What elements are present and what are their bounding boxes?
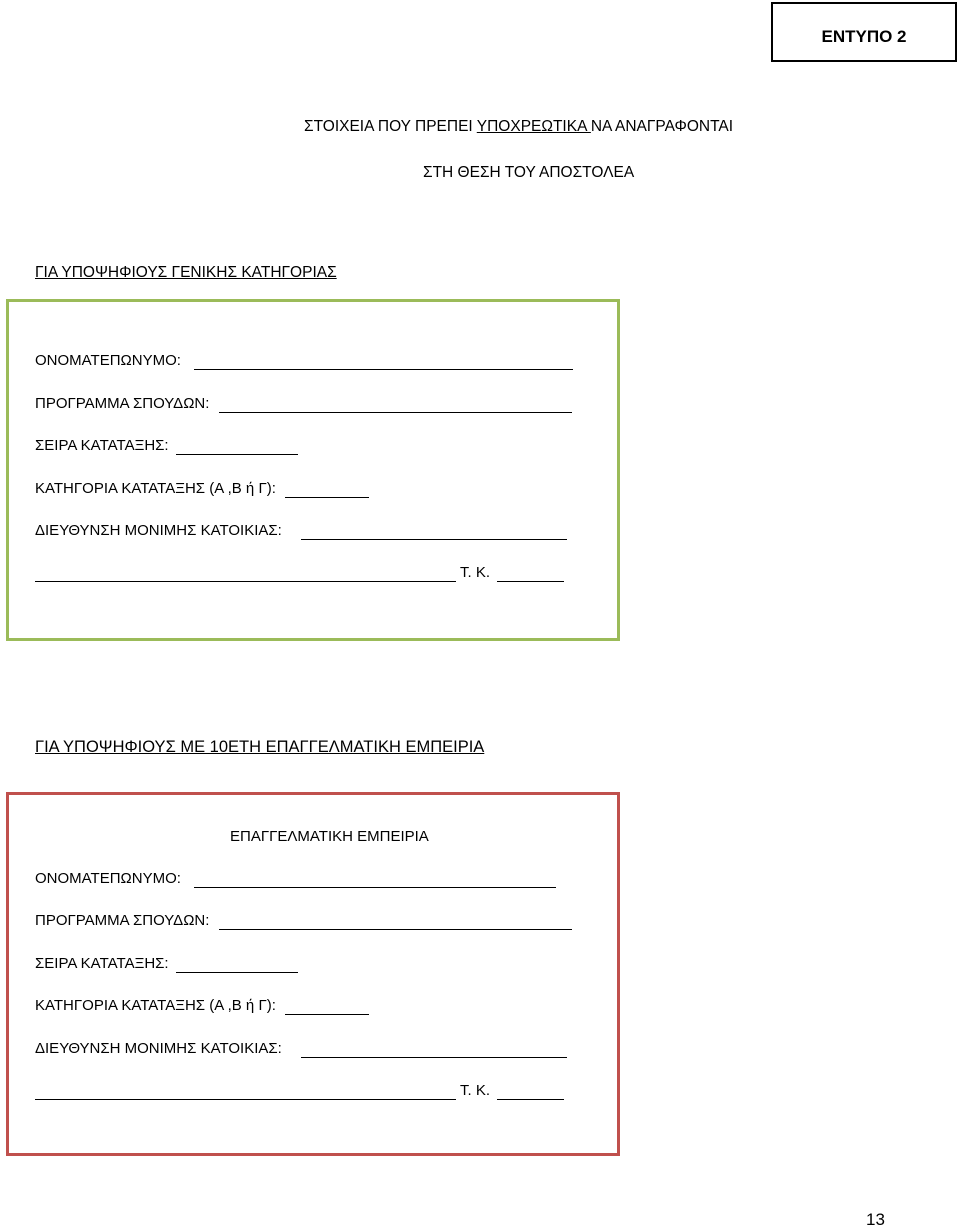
general-address-continuation-blank[interactable] bbox=[35, 581, 456, 582]
general-address-label: ΔΙΕΥΘΥΝΣΗ ΜΟΝΙΜΗΣ ΚΑΤΟΙΚΙΑΣ: bbox=[35, 522, 282, 539]
form-tag-label: ΕΝΤΥΠΟ 2 bbox=[821, 27, 907, 46]
general-program-label: ΠΡΟΓΡΑΜΜΑ ΣΠΟΥΔΩΝ: bbox=[35, 395, 210, 412]
general-category-label: ΚΑΤΗΓΟΡΙΑ ΚΑΤΑΤΑΞΗΣ (Α ,Β ή Γ): bbox=[35, 480, 276, 497]
form-tag-box bbox=[771, 2, 957, 62]
experience-address-box bbox=[6, 792, 620, 1156]
experience-postal-blank[interactable] bbox=[497, 1099, 564, 1100]
experience-address-continuation-blank[interactable] bbox=[35, 1099, 456, 1100]
general-program-blank[interactable] bbox=[219, 412, 572, 413]
experience-category-label: ΚΑΤΗΓΟΡΙΑ ΚΑΤΑΤΑΞΗΣ (Α ,Β ή Γ): bbox=[35, 997, 276, 1014]
general-name-blank[interactable] bbox=[194, 369, 573, 370]
header-line-1-start: ΣΤΟΙΧΕΙΑ ΠΟΥ ΠΡΕΠΕΙ bbox=[304, 118, 477, 135]
experience-postal-label: Τ. Κ. bbox=[460, 1082, 491, 1099]
experience-box-heading: ΕΠΑΓΓΕΛΜΑΤΙΚΗ ΕΜΠΕΙΡΙΑ bbox=[230, 828, 429, 845]
experience-name-blank[interactable] bbox=[194, 887, 556, 888]
general-address-blank[interactable] bbox=[301, 539, 567, 540]
header-line-2: ΣΤΗ ΘΕΣΗ ΤΟΥ ΑΠΟΣΤΟΛΕΑ bbox=[423, 164, 635, 181]
general-rank-blank[interactable] bbox=[176, 454, 298, 455]
experience-name-label: ΟΝΟΜΑΤΕΠΩΝΥΜΟ: bbox=[35, 870, 181, 887]
experience-rank-blank[interactable] bbox=[176, 972, 298, 973]
page-number: 13 bbox=[866, 1210, 885, 1229]
header-line-1 bbox=[304, 118, 733, 136]
experience-program-blank[interactable] bbox=[219, 929, 572, 930]
general-address-box bbox=[6, 299, 620, 641]
experience-address-label: ΔΙΕΥΘΥΝΣΗ ΜΟΝΙΜΗΣ ΚΑΤΟΙΚΙΑΣ: bbox=[35, 1040, 282, 1057]
experience-section-title: ΓΙΑ ΥΠΟΨΗΦΙΟΥΣ ΜΕ 10ΕΤΗ ΕΠΑΓΓΕΛΜΑΤΙΚΗ ΕΜΠΕΙΡΙΑ bbox=[35, 738, 485, 756]
experience-address-blank[interactable] bbox=[301, 1057, 567, 1058]
header-line-1-end: ΝΑ ΑΝΑΓΡΑΦΟΝΤΑΙ bbox=[590, 118, 734, 135]
general-postal-label: Τ. Κ. bbox=[460, 564, 491, 581]
experience-program-label: ΠΡΟΓΡΑΜΜΑ ΣΠΟΥΔΩΝ: bbox=[35, 912, 210, 929]
general-postal-blank[interactable] bbox=[497, 581, 564, 582]
general-section-title: ΓΙΑ ΥΠΟΨΗΦΙΟΥΣ ΓΕΝΙΚΗΣ ΚΑΤΗΓΟΡΙΑΣ bbox=[35, 264, 337, 281]
experience-rank-label: ΣΕΙΡΑ ΚΑΤΑΤΑΞΗΣ: bbox=[35, 955, 169, 972]
general-category-blank[interactable] bbox=[285, 497, 369, 498]
experience-category-blank[interactable] bbox=[285, 1014, 369, 1015]
header-line-1-emphasis: ΥΠΟΧΡΕΩΤΙΚΑ bbox=[476, 118, 591, 135]
general-name-label: ΟΝΟΜΑΤΕΠΩΝΥΜΟ: bbox=[35, 352, 181, 369]
general-rank-label: ΣΕΙΡΑ ΚΑΤΑΤΑΞΗΣ: bbox=[35, 437, 169, 454]
